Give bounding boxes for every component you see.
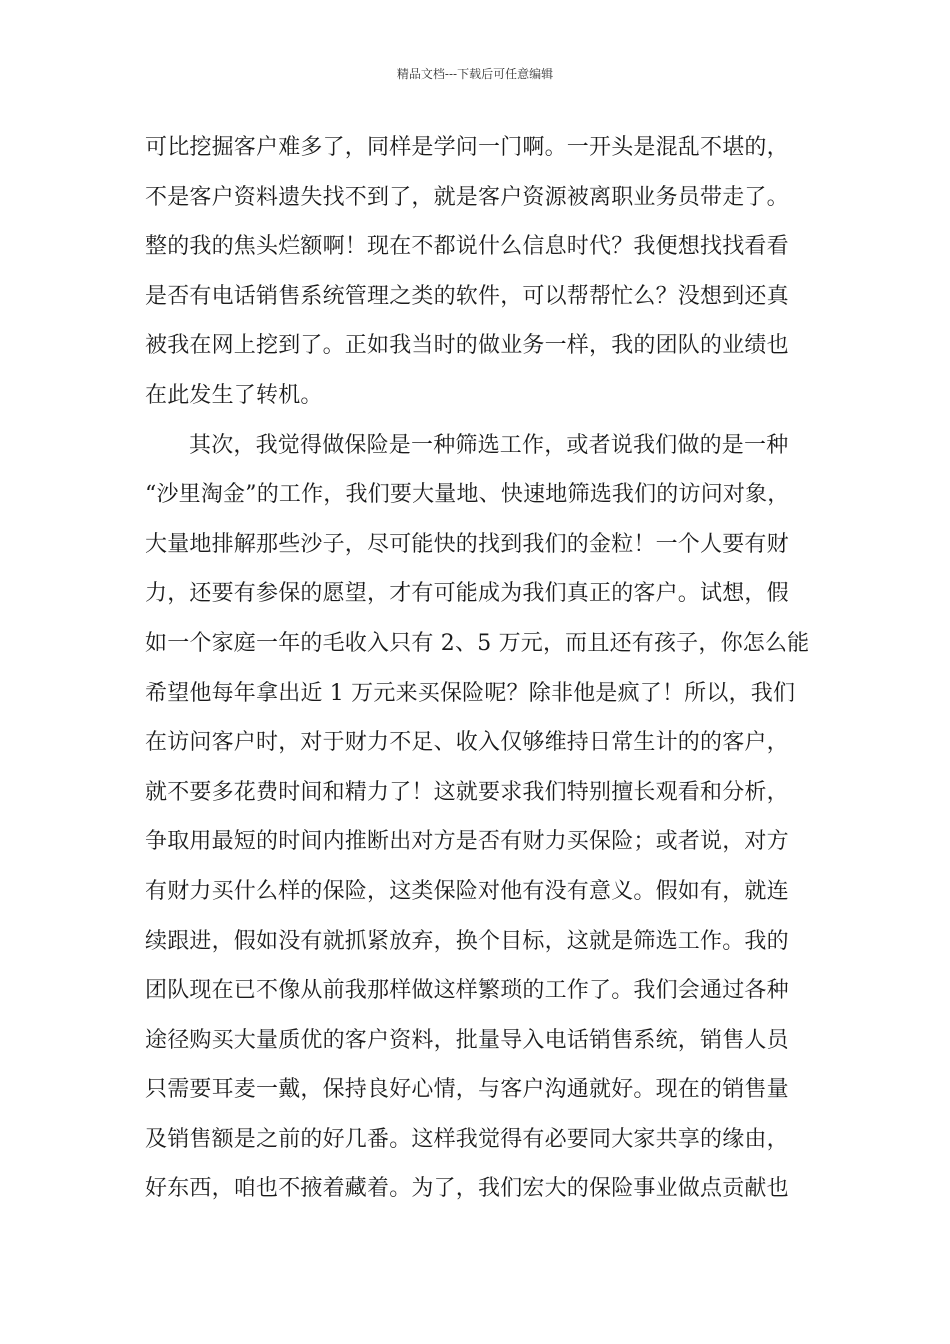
text-line: 被我在网上挖到了。正如我当时的做业务一样，我的团队的业绩也	[145, 333, 789, 359]
text-line: 好东西，咱也不掖着藏着。为了，我们宏大的保险事业做点贡献也	[145, 1176, 789, 1202]
paragraph-first-line: 其次，我觉得做保险是一种筛选工作，或者说我们做的是一种	[189, 432, 789, 458]
text-line: 大量地排解那些沙子，尽可能快的找到我们的金粒！一个人要有财	[145, 531, 789, 557]
text-line: 团队现在已不像从前我那样做这样繁琐的工作了。我们会通过各种	[145, 978, 789, 1004]
text-line: 整的我的焦头烂额啊！现在不都说什么信息时代？我便想找找看看	[145, 234, 789, 260]
text-line: 在此发生了转机。	[145, 382, 323, 408]
text-line: 如一个家庭一年的毛收入只有 2、5 万元，而且还有孩子，你怎么能	[145, 630, 810, 656]
text-line: 争取用最短的时间内推断出对方是否有财力买保险；或者说，对方	[145, 829, 789, 855]
text-line: 是否有电话销售系统管理之类的软件，可以帮帮忙么？没想到还真	[145, 283, 789, 309]
text-line: 力，还要有参保的愿望，才有可能成为我们真正的客户。试想，假	[145, 581, 789, 607]
text-line: 途径购买大量质优的客户资料，批量导入电话销售系统，销售人员	[145, 1027, 789, 1053]
text-line: 有财力买什么样的保险，这类保险对他有没有意义。假如有，就连	[145, 878, 789, 904]
text-line: 希望他每年拿出近 1 万元来买保险呢？除非他是疯了！所以，我们	[145, 680, 796, 706]
text-line: 可比挖掘客户难多了，同样是学问一门啊。一开头是混乱不堪的，	[145, 135, 789, 160]
text-line: 就不要多花费时间和精力了！这就要求我们特别擅长观看和分析，	[145, 779, 789, 805]
text-line: 续跟进，假如没有就抓紧放弃，换个目标，这就是筛选工作。我的	[145, 928, 789, 954]
document-body	[145, 128, 815, 1219]
text-line: 及销售额是之前的好几番。这样我觉得有必要同大家共享的缘由，	[145, 1126, 789, 1152]
text-line: 在访问客户时，对于财力不足、收入仅够维持日常生计的的客户，	[145, 730, 789, 756]
page-header: 精品文档---下载后可任意编辑	[396, 67, 554, 81]
text-line: “沙里淘金”的工作，我们要大量地、快速地筛选我们的访问对象，	[145, 482, 790, 508]
text-line: 不是客户资料遗失找不到了，就是客户资源被离职业务员带走了。	[145, 184, 789, 210]
text-line: 只需要耳麦一戴，保持良好心情，与客户沟通就好。现在的销售量	[145, 1077, 789, 1103]
